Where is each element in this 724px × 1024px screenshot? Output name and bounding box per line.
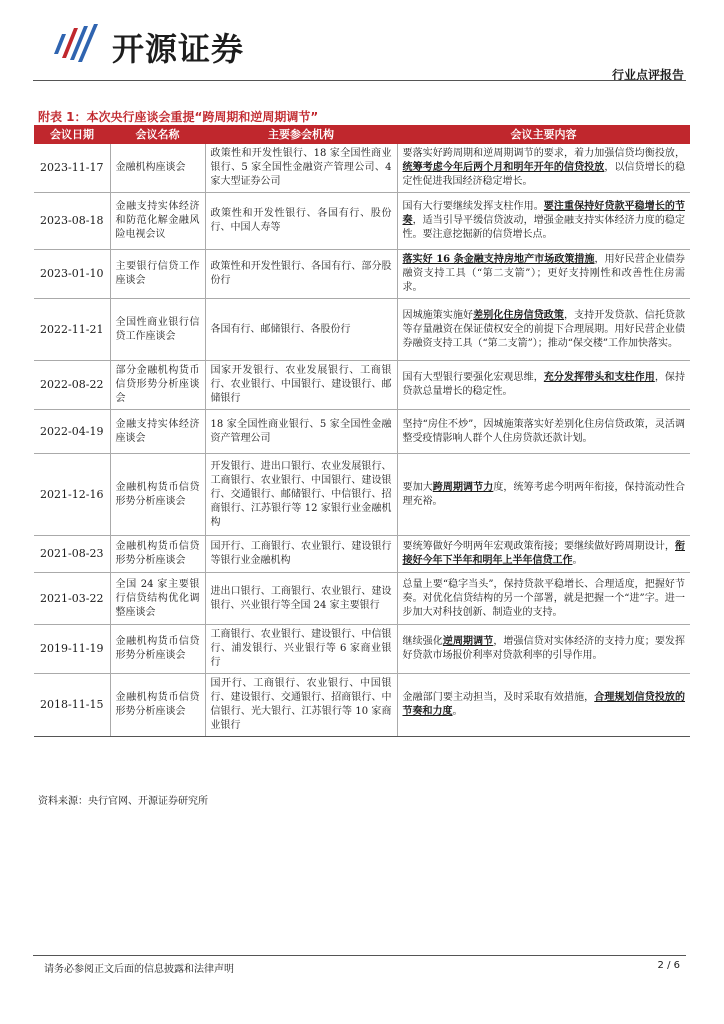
cell-date: 2022-04-19 xyxy=(34,410,110,454)
column-header-content: 会议主要内容 xyxy=(397,125,690,143)
table-title: 附表 1：本次央行座谈会重提“跨周期和逆周期调节” xyxy=(38,110,319,124)
cell-content xyxy=(397,573,690,625)
cell-date: 2022-08-22 xyxy=(34,361,110,410)
cell-content xyxy=(397,410,690,454)
table-body xyxy=(34,143,690,737)
cell-meeting-name: 部分金融机构货币信贷形势分析座谈会 xyxy=(110,361,205,410)
cell-participants: 开发银行、进出口银行、农业发展银行、工商银行、农业银行、中国银行、建设银行、交通银行、邮储银行、中信银行、招商银行、江苏银行等 12 家银行业金融机构 xyxy=(205,454,397,536)
cell-date: 2023-08-18 xyxy=(34,193,110,250)
cell-date: 2021-03-22 xyxy=(34,573,110,625)
cell-content xyxy=(397,143,690,193)
cell-content xyxy=(397,454,690,536)
table-header-row xyxy=(34,125,690,143)
content-highlight: 要注重保持好贷款平稳增长的节奏 xyxy=(402,201,686,226)
cell-meeting-name: 金融机构货币信贷形势分析座谈会 xyxy=(110,536,205,573)
content-text: 要加大 xyxy=(402,481,433,493)
header-divider xyxy=(33,80,686,81)
cell-participants: 工商银行、农业银行、建设银行、中信银行、浦发银行、兴业银行等 6 家商业银行 xyxy=(205,625,397,674)
cell-participants: 政策性和开发性银行、各国有行、股份行、中国人寿等 xyxy=(205,193,397,250)
column-header-participants: 主要参会机构 xyxy=(205,125,397,143)
content-text: ，支持开发贷款、信托贷款等存量融资在保证债权安全的前提下合理展期。用好民营企业债券融资支持工具（“第二支箭”）；推动“保交楼”工作加快落实。 xyxy=(402,309,686,349)
table-row xyxy=(34,573,690,625)
content-text: 国有大行要继续发挥支柱作用。 xyxy=(402,201,544,212)
content-text: 继续强化 xyxy=(402,636,443,647)
table-row xyxy=(34,410,690,454)
table-row xyxy=(34,250,690,299)
cell-meeting-name: 主要银行信贷工作座谈会 xyxy=(110,250,205,299)
footer-divider xyxy=(33,955,686,956)
cell-content xyxy=(397,193,690,250)
cell-date: 2021-08-23 xyxy=(34,536,110,573)
cell-content xyxy=(397,299,690,361)
content-highlight: 跨周期调节力 xyxy=(432,481,494,493)
content-highlight: 逆周期调节 xyxy=(442,636,494,647)
meetings-table xyxy=(34,125,690,737)
content-text: 度，统筹考虑今明两年衔接，保持流动性合理充裕。 xyxy=(402,481,686,507)
content-highlight: 落实好 16 条金融支持房地产市场政策措施 xyxy=(402,254,595,265)
content-highlight: 衔接好今年下半年和明年上半年信贷工作 xyxy=(402,541,685,566)
cell-participants: 进出口银行、工商银行、农业银行、建设银行、兴业银行等全国 24 家主要银行 xyxy=(205,573,397,625)
content-text: ，以信贷增长的稳定性促进我国经济稳定增长。 xyxy=(402,162,686,187)
content-text: 国有大型银行要强化宏观思维， xyxy=(402,372,544,383)
table-row xyxy=(34,299,690,361)
table-row xyxy=(34,193,690,250)
content-text: ，保持贷款总量增长的稳定性。 xyxy=(402,372,686,397)
report-type-label: 行业点评报告 xyxy=(611,68,684,82)
table-row xyxy=(34,454,690,536)
cell-date: 2019-11-19 xyxy=(34,625,110,674)
cell-content xyxy=(397,250,690,299)
content-highlight: 充分发挥带头和支柱作用 xyxy=(543,372,655,383)
cell-content xyxy=(397,536,690,573)
cell-meeting-name: 金融机构货币信贷形势分析座谈会 xyxy=(110,674,205,737)
content-text: 金融部门要主动担当，及时采取有效措施， xyxy=(402,692,595,703)
content-text: 总量上要“稳字当头”，保持贷款平稳增长、合理适度，把握好节奏。对优化信贷结构的另一个部署，就是把握一个“进”字。进一步加大对科技创新、制造业的支持。 xyxy=(402,578,685,618)
table-row xyxy=(34,625,690,674)
cell-meeting-name: 全国性商业银行信贷工作座谈会 xyxy=(110,299,205,361)
cell-date: 2023-11-17 xyxy=(34,143,110,193)
source-note: 资料来源：央行官网、开源证券研究所 xyxy=(38,796,208,807)
cell-meeting-name: 金融支持实体经济和防范化解金融风险电视会议 xyxy=(110,193,205,250)
legal-disclaimer: 请务必参阅正文后面的信息披露和法律声明 xyxy=(44,964,234,975)
content-text: 。 xyxy=(452,706,463,717)
cell-participants: 国家开发银行、农业发展银行、工商银行、农业银行、中国银行、建设银行、邮储银行 xyxy=(205,361,397,410)
column-header-date: 会议日期 xyxy=(34,125,110,143)
cell-meeting-name: 全国 24 家主要银行信贷结构优化调整座谈会 xyxy=(110,573,205,625)
cell-participants: 国开行、工商银行、农业银行、中国银行、建设银行、交通银行、招商银行、中信银行、光大银行、江苏银行等 10 家商业银行 xyxy=(205,674,397,737)
cell-meeting-name: 金融机构货币信贷形势分析座谈会 xyxy=(110,625,205,674)
cell-content xyxy=(397,361,690,410)
cell-content xyxy=(397,674,690,737)
cell-participants: 政策性和开发性银行、18 家全国性商业银行、5 家全国性金融资产管理公司、4 家大型证券公司 xyxy=(205,143,397,193)
table-row xyxy=(34,536,690,573)
cell-meeting-name: 金融机构座谈会 xyxy=(110,143,205,193)
content-highlight: 差别化住房信贷政策 xyxy=(473,309,564,321)
content-text: ，用好民营企业债券融资支持工具（“第二支箭”）；更好支持刚性和改善性住房需求。 xyxy=(402,254,685,293)
content-text: 要统筹做好今明两年宏观政策衔接；要继续做好跨周期设计， xyxy=(402,541,675,552)
page-number: 2 / 6 xyxy=(657,960,680,971)
content-text: ，增强信贷对实体经济的支持力度；要发挥好贷款市场报价利率对贷款利率的引导作用。 xyxy=(402,636,686,661)
table-row xyxy=(34,143,690,193)
cell-participants: 各国有行、邮储银行、各股份行 xyxy=(205,299,397,361)
brand-name: 开源证券 xyxy=(112,30,245,68)
content-text: 坚持“房住不炒”，因城施策落实好差别化住房信贷政策，灵活调整受疫情影响人群个人住房贷款还款计划。 xyxy=(402,418,685,444)
cell-content xyxy=(397,625,690,674)
cell-date: 2023-01-10 xyxy=(34,250,110,299)
content-text: 因城施策实施好 xyxy=(402,309,474,321)
logo-mark-icon xyxy=(48,20,108,66)
cell-date: 2018-11-15 xyxy=(34,674,110,737)
column-header-name: 会议名称 xyxy=(110,125,205,143)
cell-meeting-name: 金融支持实体经济座谈会 xyxy=(110,410,205,454)
table-row xyxy=(34,674,690,737)
table-row xyxy=(34,361,690,410)
content-text: 要落实好跨周期和逆周期调节的要求，着力加强信贷均衡投放， xyxy=(402,148,685,159)
cell-date: 2022-11-21 xyxy=(34,299,110,361)
content-highlight: 统筹考虑今年后两个月和明年开年的信贷投放 xyxy=(402,162,605,173)
cell-date: 2021-12-16 xyxy=(34,454,110,536)
content-highlight: 合理规划信贷投放的节奏和力度 xyxy=(402,692,686,717)
content-text: 。 xyxy=(572,555,583,566)
content-text: ，适当引导平缓信贷波动，增强金融支持实体经济力度的稳定性。要注意挖掘新的信贷增长点。 xyxy=(402,215,686,240)
cell-participants: 国开行、工商银行、农业银行、建设银行等银行业金融机构 xyxy=(205,536,397,573)
cell-participants: 18 家全国性商业银行、5 家全国性金融资产管理公司 xyxy=(205,410,397,454)
cell-meeting-name: 金融机构货币信贷形势分析座谈会 xyxy=(110,454,205,536)
cell-participants: 政策性和开发性银行、各国有行、部分股份行 xyxy=(205,250,397,299)
